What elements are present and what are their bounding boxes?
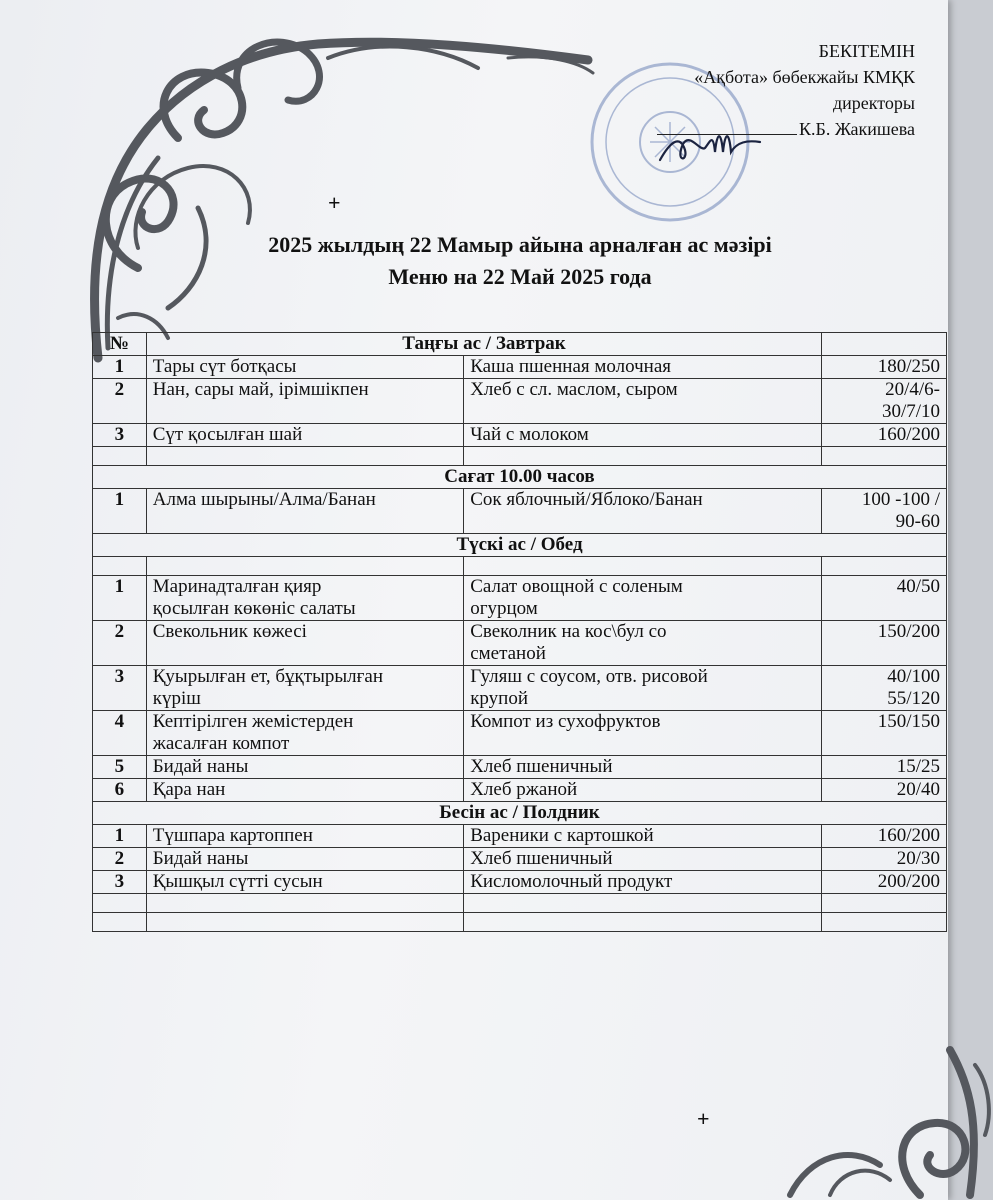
menu-item-row — [93, 848, 947, 871]
approval-position: директоры — [832, 93, 915, 113]
dish-name-russian: Хлеб пшеничный — [464, 756, 822, 779]
empty-cell — [146, 913, 463, 932]
menu-item-row — [93, 621, 947, 666]
portion-weight: 200/200 — [822, 871, 947, 894]
empty-cell — [464, 894, 822, 913]
empty-row — [93, 447, 947, 466]
empty-cell — [822, 333, 947, 356]
section-header-row — [93, 333, 947, 356]
dish-name-kazakh: Алма шырыны/Алма/Банан — [146, 489, 463, 534]
dish-name-kazakh: Бидай наны — [146, 756, 463, 779]
empty-cell — [93, 913, 147, 932]
menu-item-row — [93, 779, 947, 802]
portion-weight: 40/50 — [822, 576, 947, 621]
empty-cell — [93, 557, 147, 576]
menu-item-row — [93, 489, 947, 534]
portion-weight: 20/40 — [822, 779, 947, 802]
dish-name-russian: Компот из сухофруктов — [464, 711, 822, 756]
number-column-header: № — [93, 333, 147, 356]
menu-item-row — [93, 756, 947, 779]
dish-name-russian: Хлеб пшеничный — [464, 848, 822, 871]
dish-name-russian: Кисломолочный продукт — [464, 871, 822, 894]
empty-cell — [146, 447, 463, 466]
dish-name-kazakh: Свекольник көжесі — [146, 621, 463, 666]
section-header-row — [93, 802, 947, 825]
portion-weight: 150/150 — [822, 711, 947, 756]
section-header-snack: Сағат 10.00 часов — [93, 466, 947, 489]
dish-name-kazakh: Түшпара картоппен — [146, 825, 463, 848]
empty-cell — [93, 447, 147, 466]
item-number: 1 — [93, 576, 147, 621]
item-number: 3 — [93, 424, 147, 447]
dish-name-kazakh: Нан, сары май, ірімшікпен — [146, 379, 463, 424]
portion-weight: 20/30 — [822, 848, 947, 871]
item-number: 2 — [93, 379, 147, 424]
menu-item-row — [93, 711, 947, 756]
item-number: 1 — [93, 489, 147, 534]
section-header-row — [93, 466, 947, 489]
empty-cell — [464, 913, 822, 932]
plus-mark-top: + — [328, 190, 341, 215]
empty-row — [93, 913, 947, 932]
item-number: 2 — [93, 848, 147, 871]
item-number: 6 — [93, 779, 147, 802]
approval-name: К.Б. Жакишева — [799, 119, 915, 139]
item-number: 1 — [93, 356, 147, 379]
dish-name-kazakh: Сүт қосылған шай — [146, 424, 463, 447]
portion-weight: 160/200 — [822, 825, 947, 848]
empty-cell — [822, 913, 947, 932]
empty-cell — [822, 557, 947, 576]
empty-cell — [464, 447, 822, 466]
section-header-row — [93, 534, 947, 557]
dish-name-kazakh: Қара нан — [146, 779, 463, 802]
item-number: 5 — [93, 756, 147, 779]
approval-name-line — [657, 116, 915, 142]
portion-weight: 160/200 — [822, 424, 947, 447]
item-number: 2 — [93, 621, 147, 666]
empty-cell — [146, 894, 463, 913]
item-number: 3 — [93, 871, 147, 894]
portion-weight: 40/100 55/120 — [822, 666, 947, 711]
dish-name-kazakh: Тары сүт ботқасы — [146, 356, 463, 379]
portion-weight: 20/4/6- 30/7/10 — [822, 379, 947, 424]
portion-weight: 180/250 — [822, 356, 947, 379]
item-number: 1 — [93, 825, 147, 848]
menu-table — [92, 332, 947, 932]
title-kazakh: 2025 жылдың 22 Мамыр айына арналған ас мәзірі — [268, 232, 772, 257]
dish-name-russian: Салат овощной с соленым огурцом — [464, 576, 822, 621]
dish-name-russian: Чай с молоком — [464, 424, 822, 447]
dish-name-kazakh: Кептірілген жемістерден жасалған компот — [146, 711, 463, 756]
signature-line — [657, 116, 797, 135]
portion-weight: 15/25 — [822, 756, 947, 779]
empty-row — [93, 557, 947, 576]
section-header-afternoon: Бесін ас / Полдник — [93, 802, 947, 825]
empty-cell — [822, 894, 947, 913]
dish-name-russian: Вареники с картошкой — [464, 825, 822, 848]
dish-name-russian: Хлеб с сл. маслом, сыром — [464, 379, 822, 424]
empty-cell — [146, 557, 463, 576]
dish-name-russian: Свеколник на кос\бул со сметаной — [464, 621, 822, 666]
empty-row — [93, 894, 947, 913]
dish-name-kazakh: Бидай наны — [146, 848, 463, 871]
approval-organization: «Ақбота» бөбекжайы КМҚК — [694, 67, 915, 87]
item-number: 3 — [93, 666, 147, 711]
portion-weight: 150/200 — [822, 621, 947, 666]
portion-weight: 100 -100 / 90-60 — [822, 489, 947, 534]
dish-name-russian: Гуляш с соусом, отв. рисовой крупой — [464, 666, 822, 711]
menu-item-row — [93, 576, 947, 621]
empty-cell — [93, 894, 147, 913]
dish-name-russian: Хлеб ржаной — [464, 779, 822, 802]
dish-name-russian: Каша пшенная молочная — [464, 356, 822, 379]
dish-name-kazakh: Қышқыл сүтті сусын — [146, 871, 463, 894]
dish-name-kazakh: Қуырылған ет, бұқтырылған күріш — [146, 666, 463, 711]
approval-block — [657, 38, 915, 142]
title-russian: Меню на 22 Май 2025 года — [388, 264, 652, 289]
plus-mark-bottom: + — [697, 1106, 710, 1131]
menu-item-row — [93, 424, 947, 447]
approval-heading: БЕКІТЕМІН — [818, 41, 915, 61]
dish-name-kazakh: Маринадталған қияр қосылған көкөніс салаты — [146, 576, 463, 621]
corner-ornament-bottom-right — [770, 1045, 993, 1200]
menu-item-row — [93, 666, 947, 711]
menu-item-row — [93, 379, 947, 424]
empty-cell — [822, 447, 947, 466]
section-header-lunch: Түскі ас / Обед — [93, 534, 947, 557]
menu-item-row — [93, 825, 947, 848]
menu-item-row — [93, 871, 947, 894]
dish-name-russian: Сок яблочный/Яблоко/Банан — [464, 489, 822, 534]
menu-item-row — [93, 356, 947, 379]
empty-cell — [464, 557, 822, 576]
section-header-breakfast: Таңғы ас / Завтрак — [146, 333, 821, 356]
item-number: 4 — [93, 711, 147, 756]
